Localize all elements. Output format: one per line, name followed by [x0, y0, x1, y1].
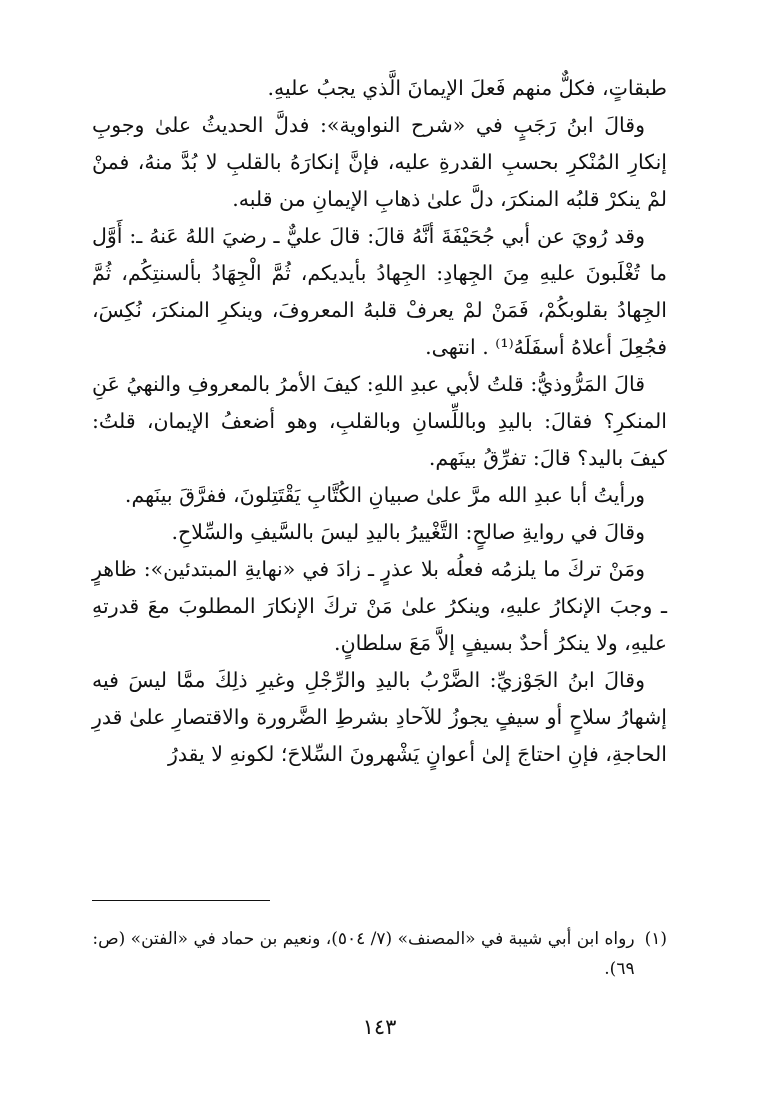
paragraph-ibn-rajab: وقالَ ابنُ رَجَبٍ في «شرح النواوية»: فدلَّ الحديثُ علىٰ وجوبِ إنكارِ المُنْكرِ بحسبِ القدرةِ عليه، فإنَّ إنكارَهُ بالقلبِ لا بُدَّ منهُ، فمنْ لمْ ينكرْ قلبُه المنكرَ، دلَّ علىٰ ذهابِ الإيمانِ من قلبه. — [92, 113, 667, 211]
paragraph-marrudhi: قالَ المَرُّوذيُّ: قلتُ لأبي عبدِ اللهِ: كيفَ الأمرُ بالمعروفِ والنهيُ عَنِ المنكرِ؟ فقالَ: باليدِ وباللِّسانِ وبالقلبِ، وهو أضعفُ الإيمان، قلتُ: كيفَ باليد؟ قالَ: تفرِّقُ بينَهم. — [92, 372, 667, 470]
paragraph-nihaya: ومَنْ تركَ ما يلزمُه فعلُه بلا عذرٍ ـ زادَ في «نهايةِ المبتدئين»: ظاهرٍ ـ وجبَ الإنكارُ عليهِ، وينكرُ علىٰ مَنْ تركَ الإنكارَ المطلوبَ معَ قدرتهِ عليهِ، ولا ينكرُ أحدٌ بسيفٍ إلاَّ مَعَ سلطانٍ. — [92, 557, 667, 655]
footnotes — [92, 924, 667, 984]
paragraph-children: ورأيتُ أبا عبدِ الله مرَّ علىٰ صبيانِ الكُتَّابِ يَقْتَتِلونَ، ففرَّقَ بينَهم. — [124, 483, 645, 507]
footnote-divider — [92, 900, 270, 901]
paragraph-salih: وقالَ في روايةِ صالحٍ: التَّغْييرُ باليدِ ليسَ بالسَّيفِ والسِّلاحِ. — [171, 520, 645, 544]
paragraph-continuation: طبقاتٍ، فكلٌّ منهم فَعلَ الإيمانَ الَّذي يجبُ عليهِ. — [267, 76, 667, 100]
footnote-number: (١) — [644, 929, 667, 949]
paragraph-abu-juhayfa: وقد رُويَ عن أبي جُحَيْفَةَ أنَّهُ قالَ: قالَ عليٌّ ـ رضيَ اللهُ عَنهُ ـ: أَوَّل ما تُغْلَبونَ عليهِ مِنَ الجِهادِ: الجِهادُ بأيديكم، ثُمَّ الْجِهَادُ بألسنتِكُم، ثُمَّ الجِهادُ بقلوبكُمْ، فَمَنْ لمْ يعرفْ قلبهُ المعروفَ، وينكرِ المنكرَ، نُكِسَ، فجُعِلَ أعلاهُ أسفَلَهُ⁽¹⁾ . انتهى. — [92, 224, 667, 359]
page-number: ١٤٣ — [362, 1015, 397, 1039]
main-text — [92, 70, 667, 773]
paragraph-ibn-jawzi: وقالَ ابنُ الجَوْزيِّ: الضَّرْبُ باليدِ والرِّجْلِ وغيرِ ذلِكَ ممَّا ليسَ فيه إشهارُ سلاحٍ أو سيفٍ يجوزُ للآحادِ بشرطِ الضَّرورة والاقتصارِ علىٰ قدرِ الحاجةِ، فإنِ احتاجَ إلىٰ أعوانٍ يَشْهرونَ السِّلاحَ؛ لكونهِ لا يقدرُ — [92, 668, 667, 766]
footnote-text: رواه ابن أبي شيبة في «المصنف» (٧/ ٥٠٤)، ونعيم بن حماد في «الفتن» (ص: ٦٩). — [92, 929, 635, 979]
footnote-item — [92, 924, 667, 984]
